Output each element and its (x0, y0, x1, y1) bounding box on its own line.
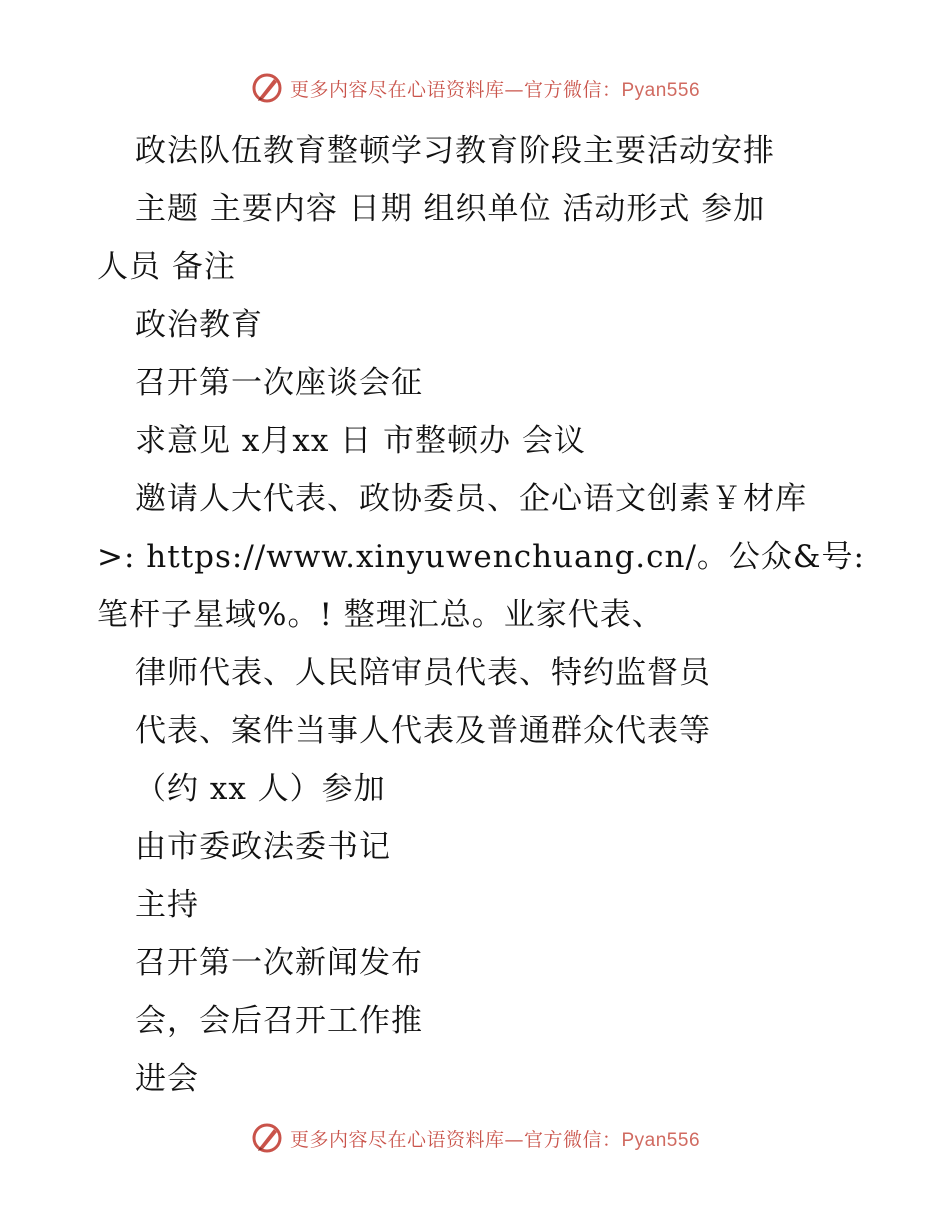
watermark-main-text: 更多内容尽在心语资料库—官方微信： (289, 78, 622, 101)
document-line: 会，会后召开工作推 (135, 1003, 423, 1039)
document-line: 求意见 x月xx 日 市整顿办 会议 (135, 423, 586, 459)
document-line: >: https://www.xinyuwenchuang.cn/。公众&号: (97, 539, 865, 575)
document-line: 代表、案件当事人代表及普通群众代表等 (135, 713, 711, 749)
pen-logo-icon (250, 71, 284, 105)
document-line: 由市委政法委书记 (135, 829, 391, 865)
watermark-text (290, 1125, 700, 1152)
document-line: 进会 (135, 1061, 199, 1097)
document-line: 笔杆子星域%。! 整理汇总。业家代表、 (97, 597, 664, 633)
header-watermark-banner (0, 68, 950, 108)
document-line: 召开第一次座谈会征 (135, 365, 423, 401)
footer-watermark-banner (0, 1118, 950, 1158)
document-line: 律师代表、人民陪审员代表、特约监督员 (135, 655, 711, 691)
document-line: 政治教育 (135, 307, 263, 343)
document-body (97, 122, 897, 1108)
document-line: 人员 备注 (97, 249, 236, 285)
watermark-main-text: 更多内容尽在心语资料库—官方微信： (289, 1128, 622, 1151)
watermark-handle: Pyan556 (621, 79, 701, 101)
document-line: 政法队伍教育整顿学习教育阶段主要活动安排 (135, 133, 775, 169)
document-line: 主题 主要内容 日期 组织单位 活动形式 参加 (135, 191, 766, 227)
document-line: 邀请人大代表、政协委员、企心语文创素￥材库 (135, 481, 807, 517)
document-line: （约 xx 人）参加 (135, 771, 386, 807)
document-line: 召开第一次新闻发布 (135, 945, 423, 981)
watermark-text (290, 75, 700, 102)
document-line: 主持 (135, 887, 199, 923)
pen-logo-icon (250, 1121, 284, 1155)
watermark-handle: Pyan556 (621, 1129, 701, 1151)
